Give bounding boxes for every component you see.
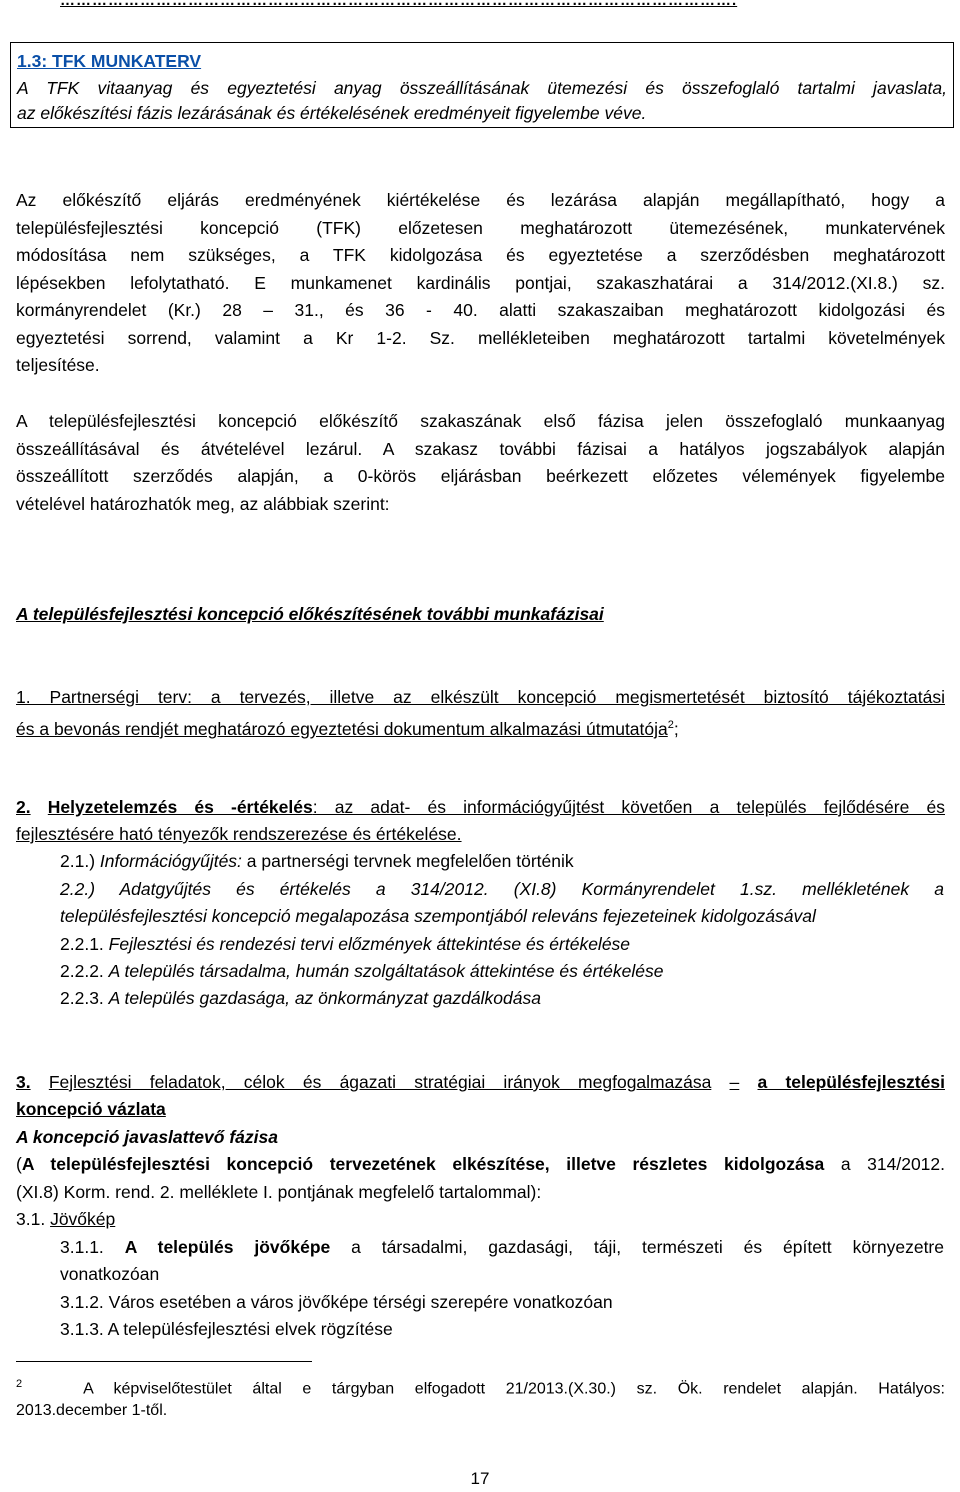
subitem-num: 3.1.1.: [60, 1237, 104, 1257]
subitem-text: a partnerségi tervnek megfelelően történik: [246, 851, 574, 871]
item-1-line-2: [16, 712, 945, 743]
item-2-bold: Helyzetelemzés és -értékelés: [47, 797, 313, 817]
subitem-num: 2.1.): [60, 851, 96, 871]
footnote-ref: 2: [667, 719, 674, 731]
paragraph-line: lépésekben lefolytatható. E munkamenet kardinális pontjai, szakaszhatárai a 314/2012.(XI.8.) sz.: [16, 273, 945, 293]
item-2-line-1: [16, 794, 945, 821]
paragraph-line: vételével határozhatók meg, az alábbiak szerint:: [16, 494, 390, 514]
subitem-text: a társadalmi, gazdasági, táji, természeti és épített környezetre: [351, 1237, 944, 1257]
subitem-text: Jövőkép: [50, 1209, 116, 1229]
subitem-2-2-3: [60, 985, 944, 1012]
title-box-line-2: az előkészítési fázis lezárásának és értékelésének eredményeit figyelembe véve.: [17, 103, 647, 123]
footnote-separator: [16, 1361, 312, 1362]
subitem-3-1-1-line-2: vonatkozóan: [60, 1264, 160, 1284]
subitem-num: 3.1.: [16, 1209, 46, 1229]
subitem-2-2-2: [60, 958, 944, 985]
subitem-3-1-1-line-1: [60, 1234, 944, 1261]
subitem-2-2-line-1: 2.2.) Adatgyűjtés és értékelés a 314/2012. (XI.8) Kormányrendelet 1.sz. mellékletének a: [60, 879, 944, 899]
paragraph-line: teljesítése.: [16, 355, 100, 375]
subitem-num: 2.2.1.: [60, 934, 104, 954]
subitem-2-2-1: [60, 931, 944, 958]
page-number: 17: [470, 1469, 490, 1488]
subitem-text: A település társadalma, humán szolgáltatások áttekintése és értékelése: [108, 961, 664, 981]
paren-rest: a 314/2012.: [840, 1154, 946, 1174]
paren-bold: A településfejlesztési koncepció tervezetének elkészítése, illetve részletes kidolgozása: [21, 1154, 825, 1174]
subitem-3-1-3: 3.1.3. A településfejlesztési elvek rögzítése: [60, 1319, 393, 1339]
item-3-num: 3.: [16, 1072, 31, 1092]
subitem-italic: Információgyűjtés:: [99, 851, 242, 871]
item-2-num: 2.: [16, 797, 31, 817]
subitem-3-1: [16, 1206, 945, 1233]
footnote-number: 2: [16, 1378, 23, 1390]
paragraph-line: településfejlesztési koncepció (TFK) előzetesen meghatározott ütemezésének, munkatervének: [16, 218, 945, 238]
item-3-dash: –: [729, 1072, 740, 1092]
subitem-num: 2.2.2.: [60, 961, 104, 981]
subitem-3-1-2: 3.1.2. Város esetében a város jövőképe térségi szerepére vonatkozóan: [60, 1292, 613, 1312]
paragraph-line: egyeztetési sorrend, valamint a Kr 1-2. Sz. mellékleteiben meghatározott tartalmi követelmények: [16, 328, 945, 348]
title-box-line-1: A TFK vitaanyag és egyeztetési anyag összeállításának ütemezési és összefoglaló tartalmi javaslata,: [17, 78, 947, 98]
footnote-line-1: [16, 1372, 945, 1401]
subitem-num: 2.2.3.: [60, 988, 104, 1008]
item-3-bold: a településfejlesztési: [757, 1072, 945, 1092]
footnote-text: A képviselőtestület által e tárgyban elfogadott 21/2013.(X.30.) sz. Ök. rendelet alapján. Hatályos:: [83, 1380, 946, 1398]
subitem-2-1: [60, 848, 944, 875]
footnote-line-2: 2013.december 1-től.: [16, 1402, 168, 1419]
paragraph-line: módosítása nem szükséges, a TFK kidolgozása és egyeztetése a szerződésben meghatározott: [16, 245, 945, 265]
item-3-underlined: Fejlesztési feladatok, célok és ágazati stratégiai irányok megfogalmazása: [48, 1072, 712, 1092]
item-2-rest: : az adat- és információgyűjtést követően a település fejlődésére és: [312, 797, 945, 817]
item-2-line-2: fejlesztésére ható tényezők rendszerezése és értékelése.: [16, 824, 462, 844]
subitem-bold: A település jövőképe: [124, 1237, 331, 1257]
header-dotted-line: [0, 0, 960, 14]
item-1-line-1: 1. Partnerségi terv: a tervezés, illetve az elkészült koncepció megismertetését biztosító tájékoztatási: [16, 687, 945, 707]
item-1-line-2-text: és a bevonás rendjét meghatározó egyeztetési dokumentum alkalmazási útmutatója: [16, 718, 668, 739]
section-title: A településfejlesztési koncepció előkészítésének további munkafázisai: [16, 604, 604, 624]
paragraph-line: összeállításával és átvételével lezárul. A szakasz további fázisai a hatályos jogszabályok alapján: [16, 439, 945, 459]
paragraph-line: Az előkészítő eljárás eredményének kiértékelése és lezárása alapján megállapítható, hogy a: [16, 190, 945, 210]
item-3-paren-line-1: [16, 1151, 945, 1178]
paragraph-line: kormányrendelet (Kr.) 28 – 31., és 36 - 40. alatti szakaszaiban meghatározott kidolgozási és: [16, 300, 945, 320]
subitem-text: A település gazdasága, az önkormányzat gazdálkodása: [108, 988, 541, 1008]
item-3-line-1: [16, 1069, 945, 1096]
item-3-paren-line-2: (XI.8) Korm. rend. 2. melléklete I. pontjának megfelelő tartalommal):: [16, 1182, 542, 1202]
header-dots: ……………………………………………………………………………………………………………….: [60, 0, 738, 9]
item-1-line-2-end: ;: [673, 718, 679, 739]
section-heading: 1.3: TFK MUNKATERV: [17, 51, 202, 71]
paragraph-line: összeállított szerződés alapján, a 0-körös eljárásban beérkezett előzetes vélemények figyelembe: [16, 466, 945, 486]
paragraph-line: A településfejlesztési koncepció előkészítő szakaszának első fázisa jelen összefoglaló munkaanyag: [16, 411, 945, 431]
title-box: [10, 42, 954, 128]
item-3-line-2: koncepció vázlata: [16, 1099, 166, 1119]
item-3-phase: A koncepció javaslattevő fázisa: [16, 1127, 278, 1147]
subitem-text: Fejlesztési és rendezési tervi előzmények áttekintése és értékelése: [108, 934, 631, 954]
paren-open: (: [16, 1154, 22, 1174]
subitem-2-2-line-2: településfejlesztési koncepció megalapozása szempontjából releváns fejezeteinek kidolgozásával: [60, 906, 816, 926]
